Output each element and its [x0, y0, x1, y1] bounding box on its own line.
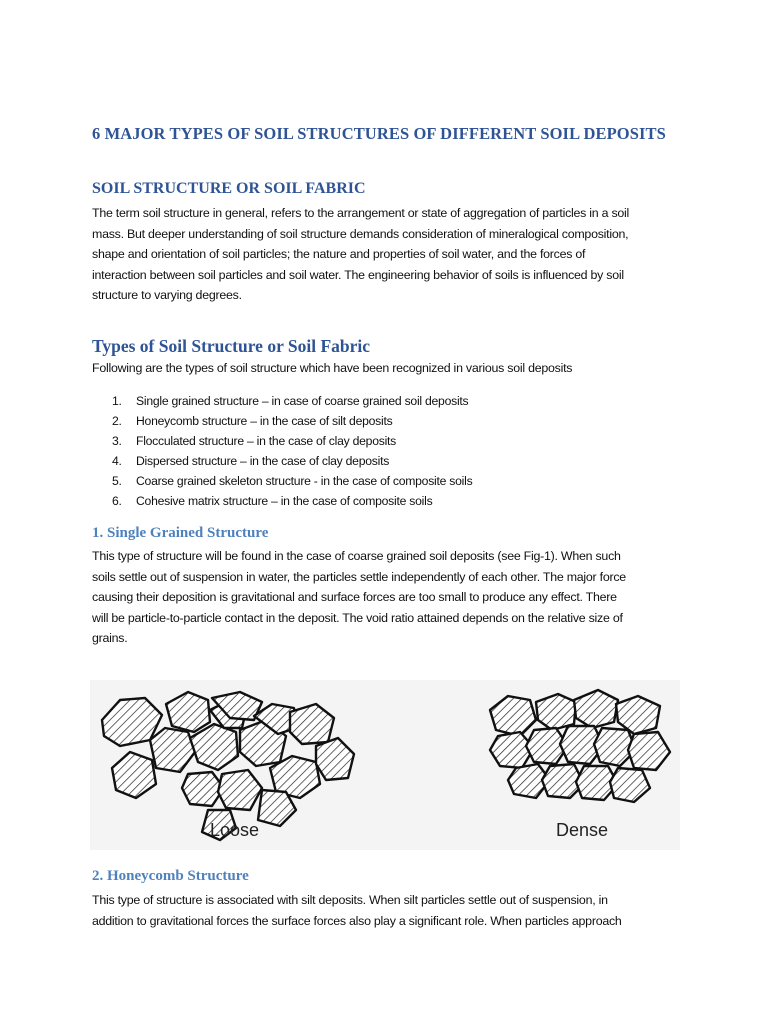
list-item [112, 431, 472, 451]
dense-label: Dense [556, 820, 609, 840]
list-item [112, 491, 472, 511]
paragraph-line: This type of structure is associated with silt deposits. When silt particles settle out of suspension, in [92, 893, 608, 907]
paragraph-single-grained [92, 546, 682, 649]
heading-honeycomb: 2. Honeycomb Structure [92, 868, 249, 884]
list-item [112, 391, 472, 411]
heading-soil-structure: SOIL STRUCTURE OR SOIL FABRIC [92, 180, 366, 197]
paragraph-line: This type of structure will be found in the case of coarse grained soil deposits (see Fig-1). When such [92, 549, 621, 563]
list-text: Coarse grained skeleton structure - in the case of composite soils [136, 474, 473, 488]
paragraph-honeycomb [92, 890, 682, 931]
list-text: Honeycomb structure – in the case of silt deposits [136, 414, 393, 428]
paragraph-line: addition to gravitational forces the surface forces also play a significant role. When particles approach [92, 913, 622, 928]
list-item [112, 411, 472, 431]
paragraph-line: structure to varying degrees. [92, 288, 242, 303]
loose-label: Loose [210, 820, 260, 840]
list-number: 4. [112, 454, 122, 468]
paragraph-line: shape and orientation of soil particles; the nature and properties of soil water, and the forces of [92, 247, 586, 262]
list-item [112, 451, 472, 471]
paragraph-line: interaction between soil particles and soil water. The engineering behavior of soils is influenced by soil [92, 267, 624, 282]
heading-types: Types of Soil Structure or Soil Fabric [92, 336, 371, 356]
heading-single-grained: 1. Single Grained Structure [92, 525, 269, 541]
paragraph-line: Following are the types of soil structure which have been recognized in various soil deposits [92, 361, 573, 375]
types-list [112, 391, 472, 511]
list-number: 6. [112, 494, 122, 508]
list-number: 5. [112, 474, 122, 488]
list-number: 2. [112, 414, 122, 428]
paragraph-line: The term soil structure in general, refers to the arrangement or state of aggregation of particles in a soil [92, 206, 630, 220]
list-item [112, 471, 472, 491]
list-text: Cohesive matrix structure – in the case of composite soils [136, 494, 433, 508]
list-number: 3. [112, 434, 122, 448]
dense-grains [490, 690, 670, 802]
list-text: Flocculated structure – in the case of clay deposits [136, 434, 397, 448]
document-title: 6 MAJOR TYPES OF SOIL STRUCTURES OF DIFFERENT SOIL DEPOSITS [92, 124, 666, 143]
paragraph-line: causing their deposition is gravitational and surface forces are too small to produce any effect. There [92, 590, 617, 605]
paragraph-line: mass. But deeper understanding of soil structure demands consideration of mineralogical composition, [92, 226, 629, 241]
list-number: 1. [112, 394, 122, 408]
paragraph-line: soils settle out of suspension in water, the particles settle independently of each other. The major force [92, 569, 626, 584]
paragraph-line: grains. [92, 631, 128, 646]
soil-packing-figure [90, 680, 680, 850]
list-text: Single grained structure – in case of coarse grained soil deposits [136, 394, 469, 408]
paragraph-soil-structure [92, 203, 682, 306]
paragraph-types-intro [92, 358, 682, 379]
list-text: Dispersed structure – in the case of clay deposits [136, 454, 390, 468]
paragraph-line: will be particle-to-particle contact in the deposit. The void ratio attained depends on the relative size of [92, 610, 623, 625]
